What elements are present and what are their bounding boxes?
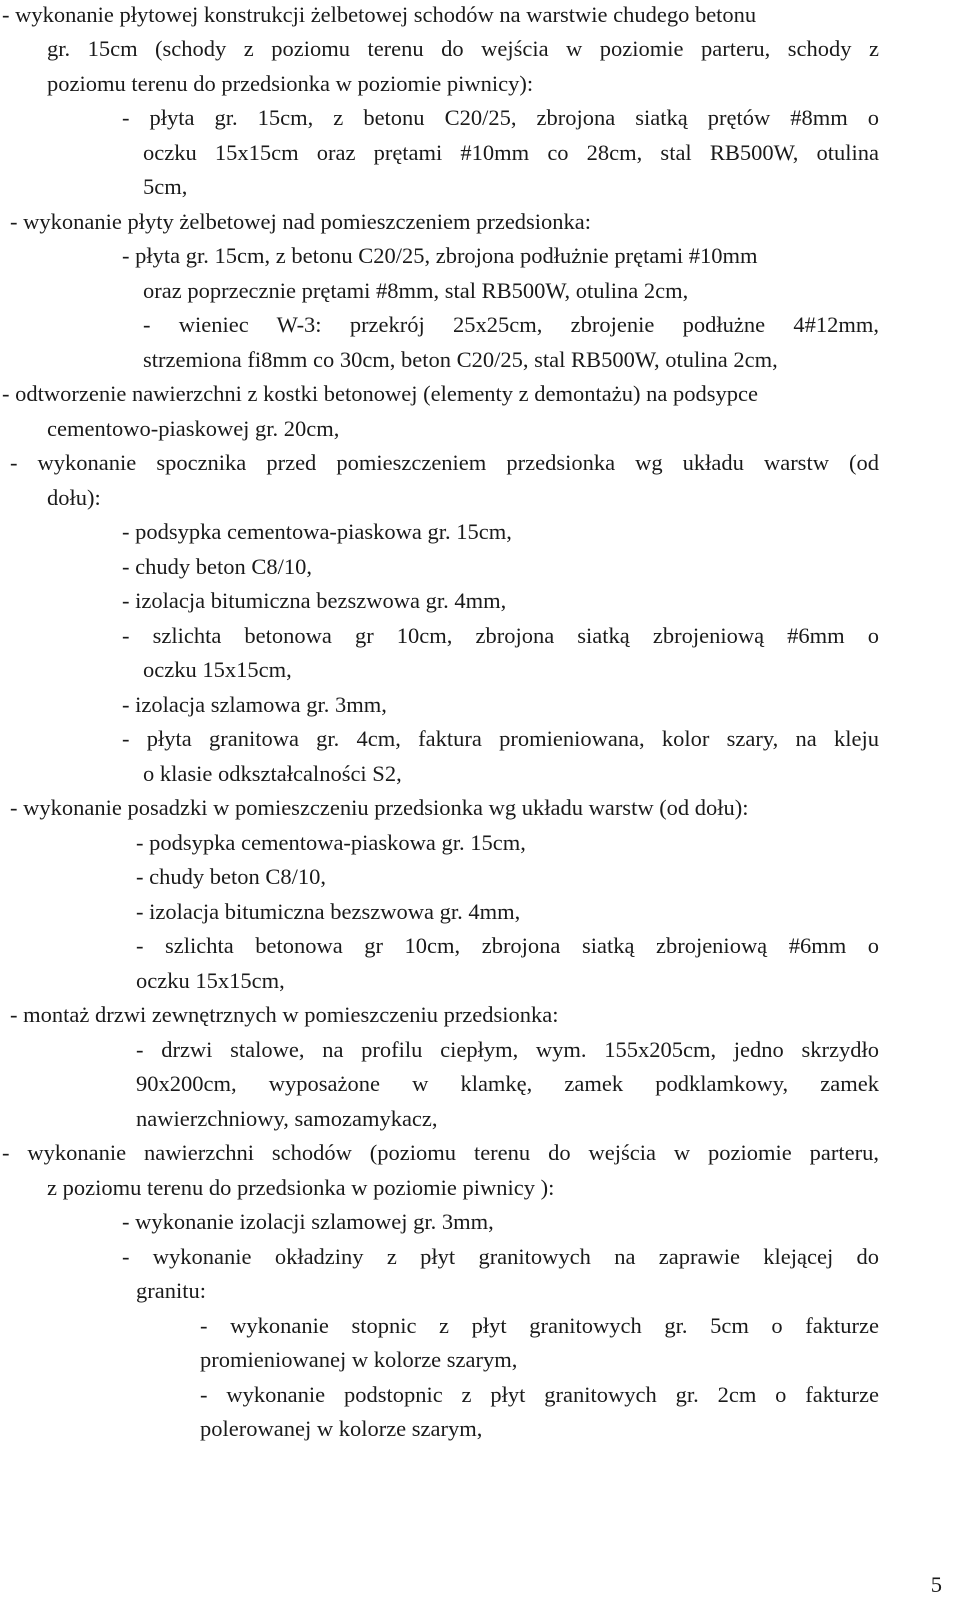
- text-line: - chudy beton C8/10,: [122, 554, 312, 579]
- text-line: oraz poprzecznie prętami #8mm, stal RB500W, otulina 2cm,: [143, 278, 689, 303]
- text-line: gr. 15cm (schody z poziomu terenu do wejścia w poziomie parteru, schody z: [47, 36, 879, 61]
- text-line: - izolacja bitumiczna bezszwowa gr. 4mm,: [122, 588, 507, 613]
- text-line: - izolacja bitumiczna bezszwowa gr. 4mm,: [136, 899, 521, 924]
- text-line: - szlichta betonowa gr 10cm, zbrojona siatką zbrojeniową #6mm o: [136, 933, 879, 958]
- text-line: o klasie odkształcalności S2,: [143, 761, 402, 786]
- text-line: - izolacja szlamowa gr. 3mm,: [122, 692, 387, 717]
- text-line: - wykonanie izolacji szlamowej gr. 3mm,: [122, 1209, 494, 1234]
- text-line: - płyta granitowa gr. 4cm, faktura promieniowana, kolor szary, na kleju: [122, 726, 879, 751]
- text-line: cementowo-piaskowej gr. 20cm,: [47, 416, 340, 441]
- text-line: strzemiona fi8mm co 30cm, beton C20/25, stal RB500W, otulina 2cm,: [143, 347, 778, 372]
- text-line: - wykonanie nawierzchni schodów (poziomu terenu do wejścia w poziomie parteru,: [2, 1140, 879, 1165]
- text-line: promieniowanej w kolorze szarym,: [200, 1347, 518, 1372]
- text-line: 90x200cm, wyposażone w klamkę, zamek podklamkowy, zamek: [136, 1071, 879, 1096]
- text-line: - wykonanie posadzki w pomieszczeniu przedsionka wg układu warstw (od dołu):: [10, 795, 749, 820]
- text-line: - podsypka cementowa-piaskowa gr. 15cm,: [122, 519, 512, 544]
- text-line: oczku 15x15cm,: [136, 968, 285, 993]
- text-line: - płyta gr. 15cm, z betonu C20/25, zbrojona podłużnie prętami #10mm: [122, 243, 758, 268]
- text-line: nawierzchniowy, samozamykacz,: [136, 1106, 438, 1131]
- text-line: - wykonanie spocznika przed pomieszczeniem przedsionka wg układu warstw (od: [10, 450, 879, 475]
- text-line: dołu):: [47, 485, 101, 510]
- text-line: oczku 15x15cm oraz prętami #10mm co 28cm, stal RB500W, otulina: [143, 140, 879, 165]
- text-line: - wykonanie płyty żelbetowej nad pomieszczeniem przedsionka:: [10, 209, 592, 234]
- text-line: - montaż drzwi zewnętrznych w pomieszczeniu przedsionka:: [10, 1002, 559, 1027]
- text-line: - chudy beton C8/10,: [136, 864, 326, 889]
- text-line: - wykonanie płytowej konstrukcji żelbetowej schodów na warstwie chudego betonu: [2, 2, 757, 27]
- text-line: - szlichta betonowa gr 10cm, zbrojona siatką zbrojeniową #6mm o: [122, 623, 879, 648]
- text-line: oczku 15x15cm,: [143, 657, 292, 682]
- text-line: 5cm,: [143, 174, 188, 199]
- text-line: - wykonanie stopnic z płyt granitowych gr. 5cm o fakturze: [200, 1313, 879, 1338]
- text-line: z poziomu terenu do przedsionka w poziomie piwnicy ):: [47, 1175, 555, 1200]
- text-line: - drzwi stalowe, na profilu ciepłym, wym. 155x205cm, jedno skrzydło: [136, 1037, 879, 1062]
- text-line: - płyta gr. 15cm, z betonu C20/25, zbrojona siatką prętów #8mm o: [122, 105, 879, 130]
- text-line: polerowanej w kolorze szarym,: [200, 1416, 483, 1441]
- text-line: - wykonanie okładziny z płyt granitowych na zaprawie klejącej do: [122, 1244, 879, 1269]
- text-line: - odtworzenie nawierzchni z kostki betonowej (elementy z demontażu) na podsypce: [2, 381, 758, 406]
- text-line: - wieniec W-3: przekrój 25x25cm, zbrojenie podłużne 4#12mm,: [143, 312, 879, 337]
- text-line: poziomu terenu do przedsionka w poziomie piwnicy):: [47, 71, 534, 96]
- text-line: - podsypka cementowa-piaskowa gr. 15cm,: [136, 830, 526, 855]
- page-number: 5: [930, 1572, 942, 1597]
- text-line: - wykonanie podstopnic z płyt granitowych gr. 2cm o fakturze: [200, 1382, 879, 1407]
- text-line: granitu:: [136, 1278, 206, 1303]
